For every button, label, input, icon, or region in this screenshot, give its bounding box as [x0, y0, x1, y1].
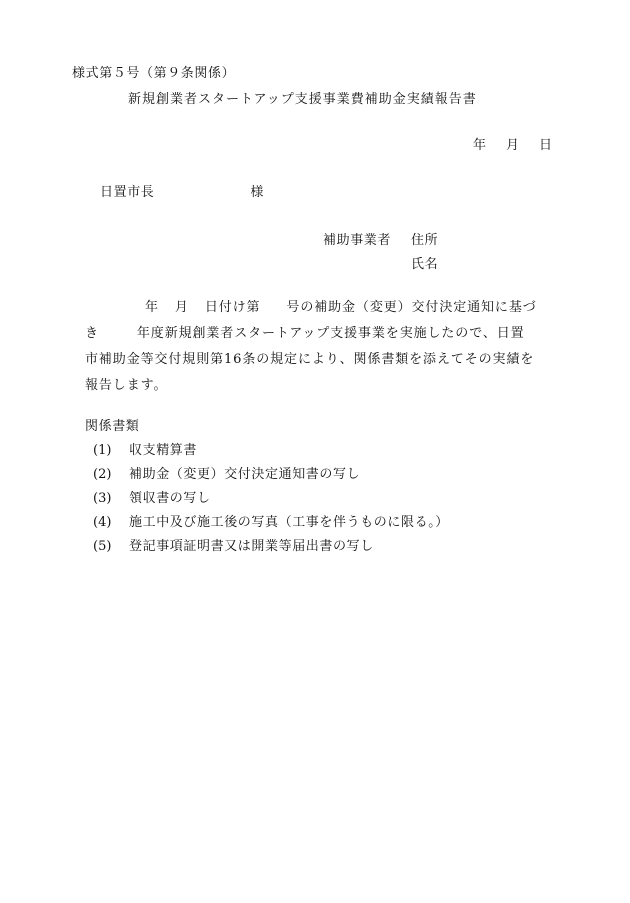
date-day: 日 — [539, 138, 553, 153]
list-item — [93, 468, 449, 492]
applicant-name-label: 氏名 — [411, 257, 439, 272]
body-line2-rest: 年度新規創業者スタートアップ支援事業を実施したので、日置 — [136, 326, 525, 341]
body-line2-start: き — [85, 326, 99, 341]
item-text: 収支精算書 — [129, 443, 198, 458]
item-number: (2) — [93, 467, 112, 482]
item-number: (1) — [93, 443, 112, 458]
body-line-3: 市補助金等交付規則第16条の規定により、関係書類を添えてその実績を — [85, 352, 535, 367]
item-number: (3) — [93, 491, 112, 506]
item-number: (5) — [93, 539, 112, 554]
body-line-2 — [85, 327, 560, 353]
addressee-name: 日置市長 — [100, 185, 155, 200]
addressee — [100, 186, 264, 199]
body-number-suffix: 号の補助金（変更）交付決定通知に基づ — [286, 300, 537, 315]
date-month: 月 — [506, 138, 520, 153]
applicant-label: 補助事業者 — [323, 233, 392, 248]
body-line-4: 報告します。 — [85, 378, 168, 393]
list-item — [93, 516, 449, 540]
report-body — [85, 301, 560, 405]
list-item — [93, 492, 449, 516]
item-text: 領収書の写し — [129, 491, 211, 506]
date-line — [473, 139, 552, 152]
body-year: 年 — [145, 300, 159, 315]
date-year: 年 — [473, 138, 487, 153]
documents-heading: 関係書類 — [85, 419, 140, 434]
body-date-prefix: 日付け第 — [204, 300, 261, 315]
list-item — [93, 444, 449, 468]
item-text: 施工中及び施工後の写真（工事を伴うものに限る。） — [129, 515, 449, 530]
body-month: 月 — [174, 300, 189, 315]
applicant-address-label: 住所 — [411, 233, 439, 248]
list-item — [93, 540, 449, 564]
body-line-1 — [85, 301, 560, 327]
documents-list — [93, 444, 449, 564]
addressee-honorific: 様 — [250, 185, 265, 200]
document-title: 新規創業者スタートアップ支援事業費補助金実績報告書 — [128, 92, 477, 107]
item-text: 登記事項証明書又は開業等届出書の写し — [129, 539, 374, 554]
item-number: (4) — [93, 515, 112, 530]
item-text: 補助金（変更）交付決定通知書の写し — [129, 467, 361, 482]
form-number: 様式第５号（第９条関係） — [72, 66, 236, 81]
